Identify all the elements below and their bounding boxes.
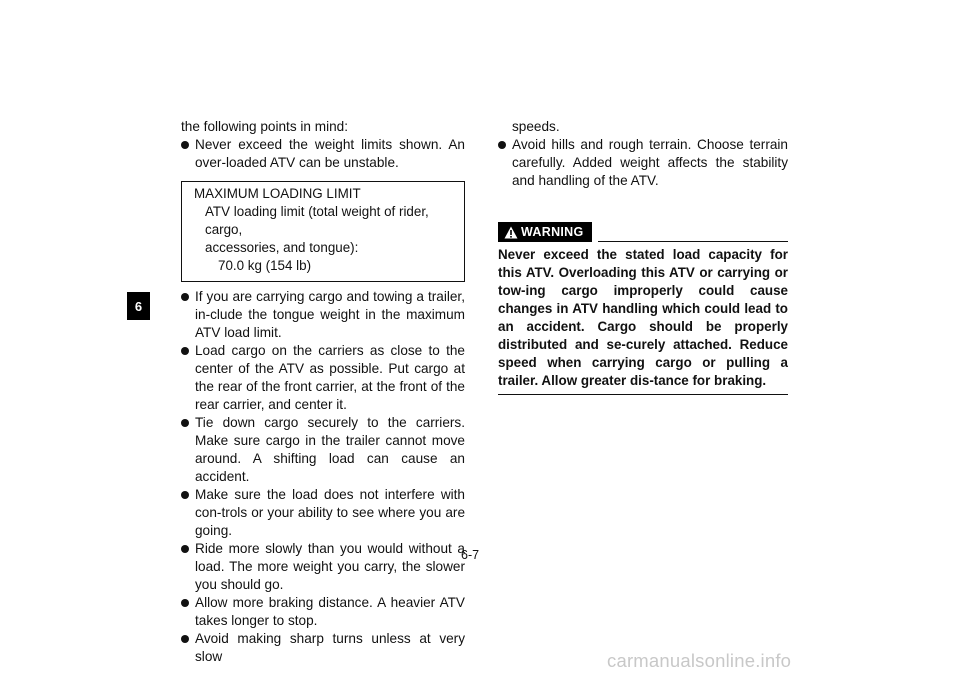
spec-line: accessories, and tongue): xyxy=(205,240,359,255)
list-item xyxy=(181,288,465,342)
chapter-tab: 6 xyxy=(127,292,150,320)
list-item xyxy=(181,630,465,666)
page-number: 6-7 xyxy=(461,548,480,562)
list-item xyxy=(181,342,465,414)
watermark: carmanualsonline.info xyxy=(607,650,792,671)
right-column xyxy=(498,118,788,395)
list-item xyxy=(498,136,788,190)
bullet-icon xyxy=(181,545,189,553)
warning-triangle-icon xyxy=(504,226,518,239)
warning-text: Never exceed the stated load capacity for this ATV. Overloading this ATV or carrying or tow-ing cargo improperly could cause changes in ATV handling which could lead to an accident. Cargo should be properly distributed and se-curely attached. Reduce speed when carrying cargo or pulling a trailer. Allow greater dis-tance for braking. xyxy=(498,246,788,395)
bullet-text: Never exceed the weight limits shown. An over-loaded ATV can be unstable. xyxy=(195,137,465,170)
list-item xyxy=(181,486,465,540)
spec-value: 70.0 kg (154 lb) xyxy=(218,258,312,273)
warning-header xyxy=(498,222,788,242)
list-item xyxy=(181,414,465,486)
bullet-text: Ride more slowly than you would without a load. The more weight you carry, the slower you should go. xyxy=(195,541,465,592)
list-item xyxy=(181,136,465,172)
bullet-icon xyxy=(181,141,189,149)
bullet-icon xyxy=(181,293,189,301)
spec-title: MAXIMUM LOADING LIMIT xyxy=(194,186,361,201)
list-item xyxy=(181,594,465,630)
bullet-text: Allow more braking distance. A heavier ATV takes longer to stop. xyxy=(195,595,465,628)
bullet-icon xyxy=(181,599,189,607)
bullet-icon xyxy=(181,347,189,355)
bullet-text: Tie down cargo securely to the carriers. Make sure cargo in the trailer cannot move around. A shifting load can cause an accident. xyxy=(195,415,465,484)
left-column xyxy=(181,118,465,666)
bullet-icon xyxy=(181,491,189,499)
bullet-icon xyxy=(181,419,189,427)
max-loading-limit-box xyxy=(181,181,465,282)
list-item xyxy=(181,540,465,594)
spec-line: ATV loading limit (total weight of rider, cargo, xyxy=(205,204,429,237)
bullet-text: Avoid hills and rough terrain. Choose terrain carefully. Added weight affects the stability and handling of the ATV. xyxy=(512,137,788,188)
warning-badge xyxy=(498,222,592,242)
bullet-text: Avoid making sharp turns unless at very slow xyxy=(195,631,465,664)
bullet-icon xyxy=(498,141,506,149)
bullet-text: Make sure the load does not interfere with con-trols or your ability to see where you are going. xyxy=(195,487,465,538)
continuation-text: speeds. xyxy=(512,119,560,134)
bullet-text: Load cargo on the carriers as close to the center of the ATV as possible. Put cargo at the rear of the front carrier, at the front of the rear carrier, and center it. xyxy=(195,343,465,412)
intro-text: the following points in mind: xyxy=(181,119,348,134)
bullet-icon xyxy=(181,635,189,643)
warning-rule xyxy=(598,241,788,242)
bullet-text: If you are carrying cargo and towing a trailer, in-clude the tongue weight in the maximum ATV load limit. xyxy=(195,289,465,340)
warning-label: WARNING xyxy=(521,225,584,239)
